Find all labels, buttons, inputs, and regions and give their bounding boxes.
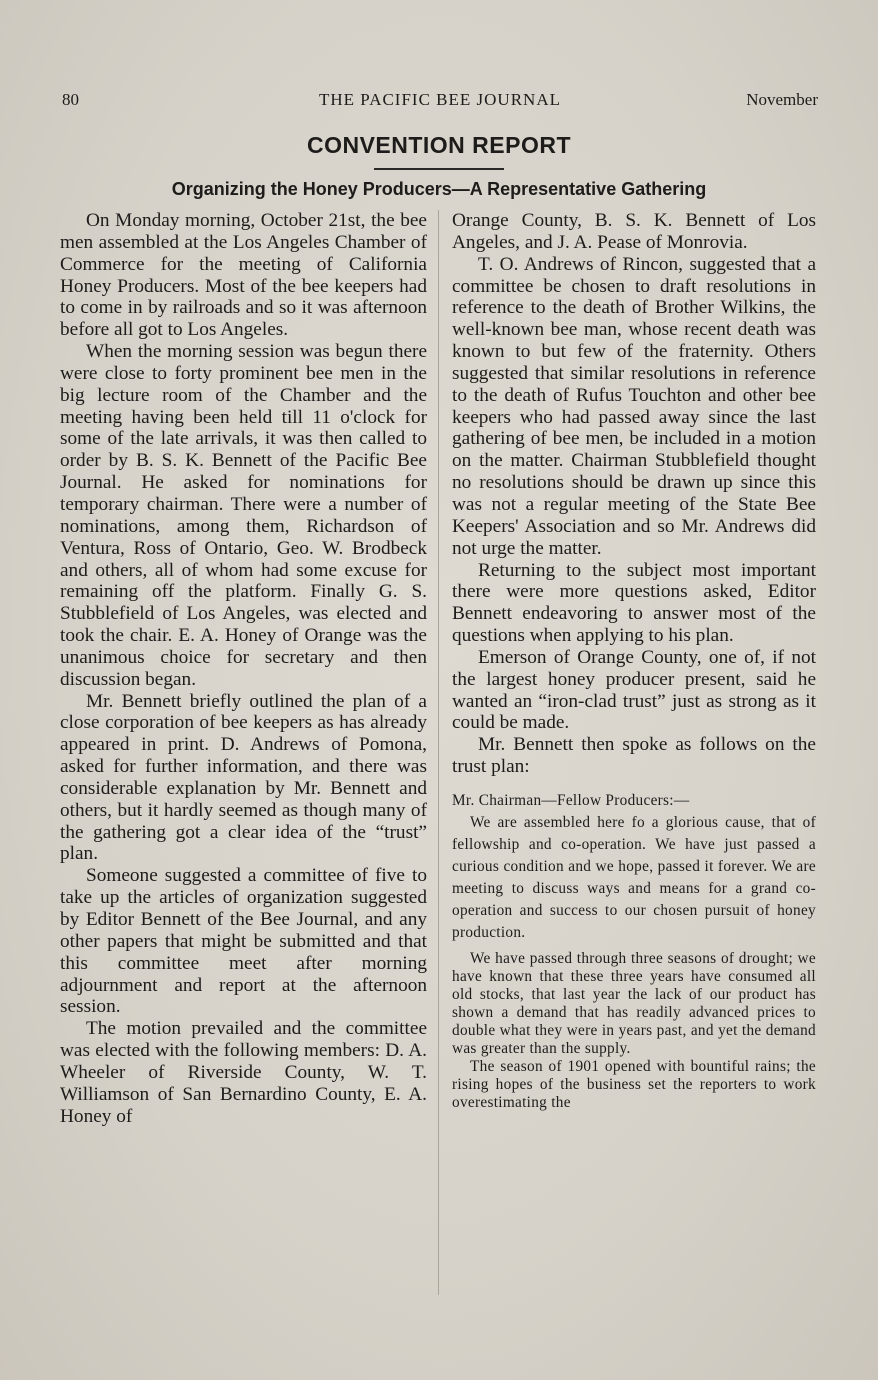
speech-salutation: Mr. Chairman—Fellow Producers:—	[452, 791, 690, 809]
spacer	[452, 778, 816, 790]
left-column	[60, 210, 427, 1127]
issue-month: November	[746, 90, 818, 109]
paragraph: Orange County, B. S. K. Bennett of Los Angeles, and J. A. Pease of Monrovia.	[452, 210, 816, 253]
article-subtitle: Organizing the Honey Producers—A Representative Gathering	[171, 179, 707, 199]
paragraph: The motion prevailed and the committee was elected with the following members: D. A. Wheeler of Riverside County, W. T. Williamson of San Bernardino County, E. A. Honey of	[60, 1018, 427, 1127]
paragraph: T. O. Andrews of Rincon, suggested that a committee be chosen to draft resolutions in reference to the death of Brother Wilkins, the well-known bee man, whose recent death was known to but few of the fraternity. Others suggested that similar resolutions in reference to the death of Rufus Touchton and other bee keepers who had passed away since the last gathering of bee men, be included in a motion on the matter. Chairman Stubblefield thought no resolutions should be drawn up since this was not a regular meeting of the State Bee Keepers' Association and so Mr. Andrews did not urge the matter.	[452, 253, 816, 559]
paragraph: Mr. Bennett briefly outlined the plan of a close corporation of bee keepers as has already appeared in print. D. Andrews of Pomona, asked for further information, and there was considerable explanation by Mr. Bennett and others, but it hardly seemed as though many of the gathering got a clear idea of the “trust” plan.	[60, 690, 427, 865]
title-rule	[374, 168, 504, 170]
paragraph: When the morning session was begun there were close to forty prominent bee men in the big lecture room of the Chamber and the meeting having been held till 11 o'clock for some of the late arrivals, it was then called to order by B. S. K. Bennett of the Pacific Bee Journal. He asked for nominations for temporary chairman. There were a number of nominations, among them, Richardson of Ventura, Ross of Ontario, Geo. W. Brodbeck and others, all of whom had some excuse for remaining off the platform. Finally G. S. Stubblefield of Los Angeles, was elected and took the chair. E. A. Honey of Orange was the unanimous choice for secretary and then discussion began.	[60, 341, 427, 690]
article-title: CONVENTION REPORT	[306, 132, 572, 158]
right-column	[452, 210, 816, 1112]
speech-paragraph: We have passed through three seasons of drought; we have known that these three years have consumed all old stocks, that last year the lack of our product has shown a demand that has readily advanced prices to double what they were in years past, and yet the demand was greater than the supply.	[452, 949, 816, 1057]
paragraph: On Monday morning, October 21st, the bee men assembled at the Los Angeles Chamber of Commerce for the meeting of California Honey Producers. Most of the bee keepers had to come in by railroads and so it was afternoon before all got to Los Angeles.	[60, 210, 427, 341]
paragraph: Returning to the subject most important there were more questions asked, Editor Bennett endeavoring to answer most of the questions when applying to his plan.	[452, 559, 816, 647]
speech-paragraph: We are assembled here fo a glorious cause, that of fellowship and co-operation. We have just passed a curious condition and we hope, passed it forever. We are meeting to discuss ways and means for a grand co-operation and success to our chosen pursuit of honey production.	[452, 813, 816, 941]
column-divider	[438, 210, 439, 1295]
page-number: 80	[62, 90, 79, 109]
paragraph: Someone suggested a committee of five to take up the articles of organization suggested by Editor Bennett of the Bee Journal, and any other papers that might be submitted and that this committee meet after morning adjournment and report at the afternoon session.	[60, 865, 427, 1018]
speech-paragraph: The season of 1901 opened with bountiful rains; the rising hopes of the business set the reporters to work overestimating the	[452, 1057, 816, 1111]
paragraph: Mr. Bennett then spoke as follows on the trust plan:	[452, 734, 816, 778]
journal-title: THE PACIFIC BEE JOURNAL	[319, 90, 561, 109]
running-head	[62, 90, 818, 114]
paragraph: Emerson of Orange County, one of, if not the largest honey producer present, said he wanted an “iron-clad trust” just as strong as it could be made.	[452, 646, 816, 734]
